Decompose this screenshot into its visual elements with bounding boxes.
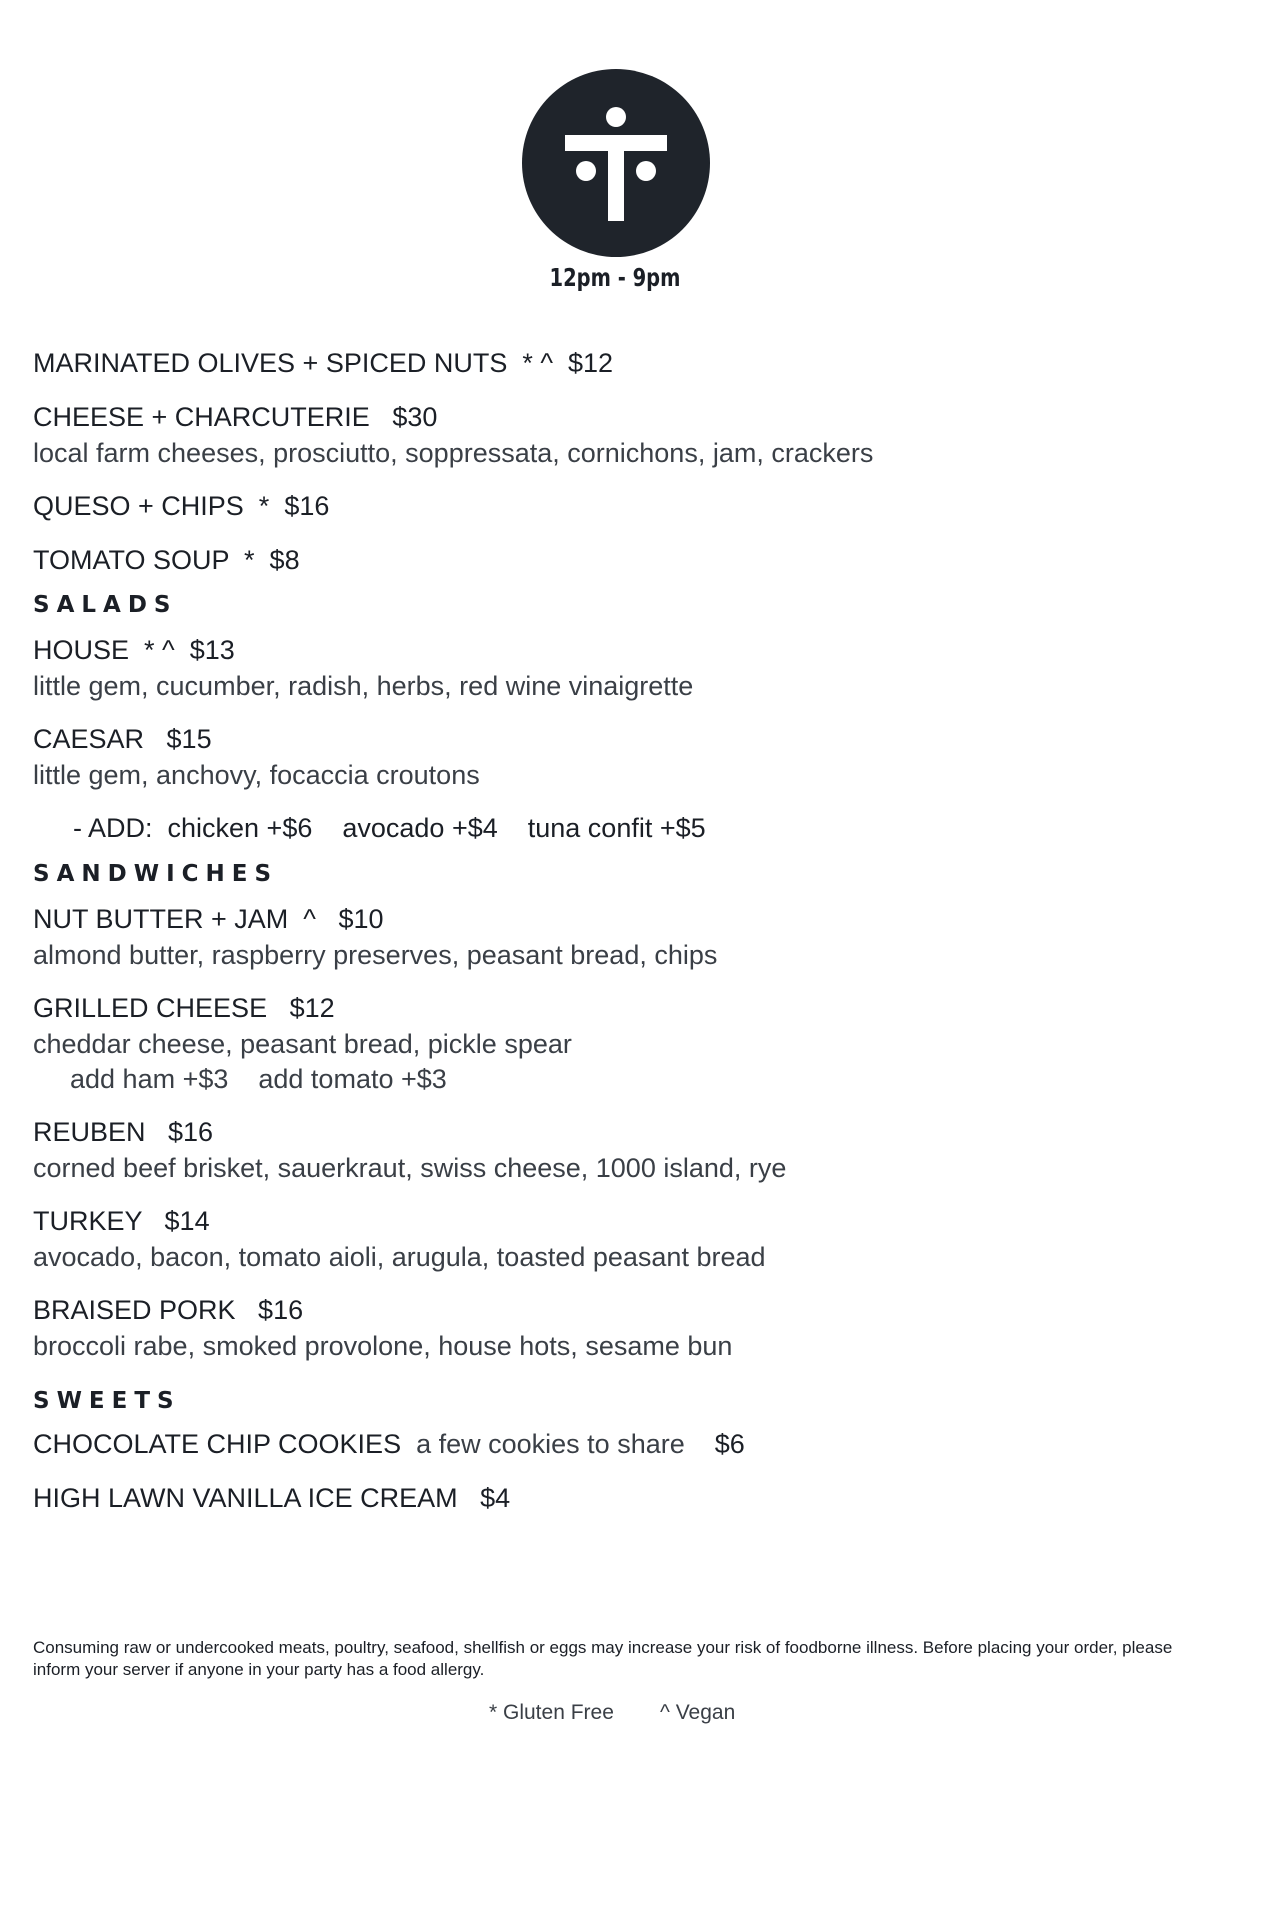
menu-item-turkey: TURKEY $14 [33,1206,210,1236]
section-heading-sandwiches: SANDWICHES [33,861,279,887]
menu-item-description: almond butter, raspberry preserves, peasant bread, chips [33,940,718,970]
legend-vegan: ^ Vegan [660,1701,736,1724]
menu-item-description: little gem, cucumber, radish, herbs, red wine vinaigrette [33,671,694,701]
allergy-disclaimer: Consuming raw or undercooked meats, poultry, seafood, shellfish or eggs may increase your risk of foodborne illness. Before placing your order, please inform your server if anyone in your party has a food allergy. [33,1638,1173,1679]
legend-gluten-free: * Gluten Free [489,1701,614,1724]
menu-item-nut-butter-jam: NUT BUTTER + JAM ^ $10 [33,904,384,934]
hours-text: 12pm - 9pm [549,263,681,292]
menu-item-description: avocado, bacon, tomato aioli, arugula, toasted peasant bread [33,1242,766,1272]
menu-item-grilled-cheese: GRILLED CHEESE $12 [33,993,335,1023]
menu-item-tomato-soup: TOMATO SOUP * $8 [33,545,300,575]
menu-item-description: broccoli rabe, smoked provolone, house hots, sesame bun [33,1331,733,1361]
menu-item-cheese-charcuterie: CHEESE + CHARCUTERIE $30 [33,402,438,432]
menu-item-vanilla-ice-cream: HIGH LAWN VANILLA ICE CREAM $4 [33,1483,511,1513]
menu-item-reuben: REUBEN $16 [33,1117,214,1147]
menu-item-marinated-olives: MARINATED OLIVES + SPICED NUTS * ^ $12 [33,348,614,378]
menu-item-note: a few cookies to share [416,1429,685,1459]
menu-item-description: little gem, anchovy, focaccia croutons [33,760,480,790]
menu-item-queso-chips: QUESO + CHIPS * $16 [33,491,330,521]
restaurant-logo-icon [522,69,710,257]
menu-item-house-salad: HOUSE * ^ $13 [33,635,235,665]
salad-addons: - ADD: chicken +$6 avocado +$4 tuna confit +$5 [73,813,706,843]
menu-item-price: $6 [714,1429,745,1459]
menu-item-name: CHOCOLATE CHIP COOKIES [33,1429,402,1459]
menu-item-note [401,1429,416,1459]
grilled-cheese-addons: add ham +$3 add tomato +$3 [70,1064,447,1094]
menu-item-description: local farm cheeses, prosciutto, soppressata, cornichons, jam, crackers [33,438,874,468]
menu-item-description: corned beef brisket, sauerkraut, swiss cheese, 1000 island, rye [33,1153,787,1183]
menu-item-description: cheddar cheese, peasant bread, pickle spear [33,1029,572,1059]
menu-item-caesar: CAESAR $15 [33,724,212,754]
menu-item-braised-pork: BRAISED PORK $16 [33,1295,304,1325]
section-heading-sweets: SWEETS [33,1388,181,1414]
menu-item-chocolate-chip-cookies [33,1428,745,1460]
section-heading-salads: SALADS [33,592,178,618]
menu-item-spacer [685,1429,715,1459]
